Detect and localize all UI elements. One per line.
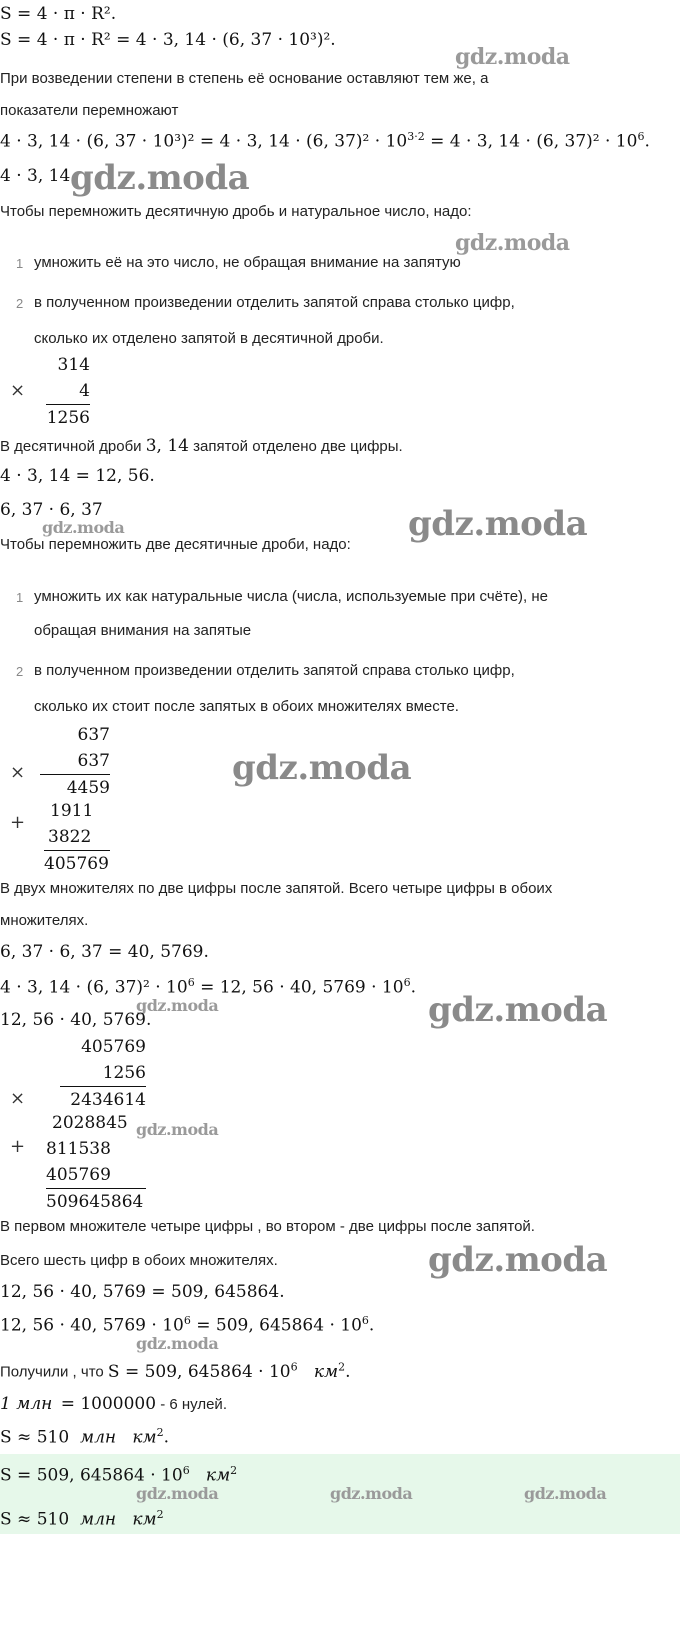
plus-sign: + — [10, 1136, 26, 1157]
watermark: gdz.moda — [136, 1120, 219, 1139]
watermark: gdz.moda — [408, 504, 588, 544]
list-item: сколько их отделено запятой в десятичной дроби. — [34, 330, 384, 347]
paragraph: 1 млн = 1000000 - 6 нулей. — [0, 1394, 227, 1414]
paragraph: В первом множителе четыре цифры , во втором - две цифры после запятой. — [0, 1218, 535, 1235]
watermark: gdz.moda — [455, 230, 570, 256]
column-multiplication: 405769 1256 2434614 — [60, 1034, 146, 1113]
formula: 4 · 3, 14. — [0, 166, 76, 186]
watermark: gdz.moda — [136, 996, 219, 1015]
formula: 6, 37 · 6, 37 — [0, 500, 103, 520]
watermark: gdz.moda — [42, 518, 125, 537]
watermark: gdz.moda — [70, 158, 250, 198]
column-multiplication: 314 4 1256 — [46, 355, 90, 428]
paragraph: Чтобы перемножить две десятичные дроби, надо: — [0, 536, 351, 553]
multiply-sign: × — [10, 762, 26, 783]
formula: 12, 56 · 40, $5769 \cdot 10^6 = 509$, $645864 \cdot 10^6$. — [0, 1314, 375, 1336]
list-item: в полученном произведении отделить запятой справа столько цифр, — [34, 662, 515, 679]
watermark: gdz.moda — [330, 1484, 413, 1503]
list-item: сколько их стоит после запятых в обоих множителях вместе. — [34, 698, 459, 715]
paragraph: Всего шесть цифр в обоих множителях. — [0, 1252, 278, 1269]
list-number: 2 — [16, 664, 24, 679]
paragraph: множителях. — [0, 912, 89, 929]
paragraph: При возведении степени в степень её основание оставляют тем же, а — [0, 70, 489, 87]
formula: 12, 56 · 40, 5769 = 509, 645864. — [0, 1282, 285, 1302]
answer-line: S ≈ 510 млн $км^2$ — [0, 1508, 164, 1530]
watermark: gdz.moda — [136, 1484, 219, 1503]
paragraph: Чтобы перемножить десятичную дробь и натуральное число, надо: — [0, 203, 472, 220]
formula-area-substituted: S = 4 · π · R² = 4 · 3, 14 · (6, 37 · 10³)². — [0, 30, 336, 50]
formula: 6, 37 · 6, 37 = 40, 5769. — [0, 942, 209, 962]
watermark: gdz.moda — [455, 44, 570, 70]
watermark: gdz.moda — [136, 1334, 219, 1353]
list-number: 1 — [16, 590, 24, 605]
formula: S ≈ 510 млн $км^2$. — [0, 1426, 169, 1448]
column-addition: 2028845 811538 405769 509645864 — [46, 1110, 146, 1215]
paragraph: В двух множителях по две цифры после запятой. Всего четыре цифры в обоих — [0, 880, 553, 897]
list-item: умножить их как натуральные числа (числа, используемые при счёте), не — [34, 588, 549, 605]
formula: 12, 56 · 40, 5769. — [0, 1010, 152, 1030]
paragraph: Получили , что S = 509, $645864 \cdot 10^6$ $км^2$. — [0, 1360, 351, 1382]
multiply-sign: × — [10, 380, 26, 401]
watermark: gdz.moda — [524, 1484, 607, 1503]
list-number: 1 — [16, 256, 24, 271]
multiply-sign: × — [10, 1088, 26, 1109]
plus-sign: + — [10, 812, 26, 833]
list-item: умножить её на это число, не обращая внимание на запятую — [34, 254, 461, 271]
column-addition: 1911 3822 405769 — [44, 801, 109, 874]
watermark: gdz.moda — [232, 748, 412, 788]
paragraph: В десятичной дроби 3, 14 запятой отделено две цифры. — [0, 436, 403, 456]
formula-power: 4 · 3, 14 · (6, 37 · 10³)² = 4 · 3, 14 · (6, $37)^2 \cdot 10^{3\cdot 2} = 4 \cdot 3$, 14 · (6, $37)^2 \cdot 10^6$. — [0, 130, 650, 152]
list-number: 2 — [16, 296, 24, 311]
answer-line: S = 509, $645864 \cdot 10^6$ $км^2$ — [0, 1464, 238, 1486]
formula: 4 · 3, 14 = 12, 56. — [0, 466, 155, 486]
column-multiplication: 637 637 4459 — [40, 722, 110, 801]
list-item: в полученном произведении отделить запятой справа столько цифр, — [34, 294, 515, 311]
watermark: gdz.moda — [428, 990, 608, 1030]
formula-area-sphere: S = 4 · π · R². — [0, 4, 117, 24]
watermark: gdz.moda — [428, 1240, 608, 1280]
paragraph: показатели перемножают — [0, 102, 179, 119]
formula: 4 · 3, 14 · (6, $37)^2 \cdot 10^6 = 12$, 56 · 40, $5769 \cdot 10^6$. — [0, 976, 416, 998]
list-item: обращая внимания на запятые — [34, 622, 252, 639]
